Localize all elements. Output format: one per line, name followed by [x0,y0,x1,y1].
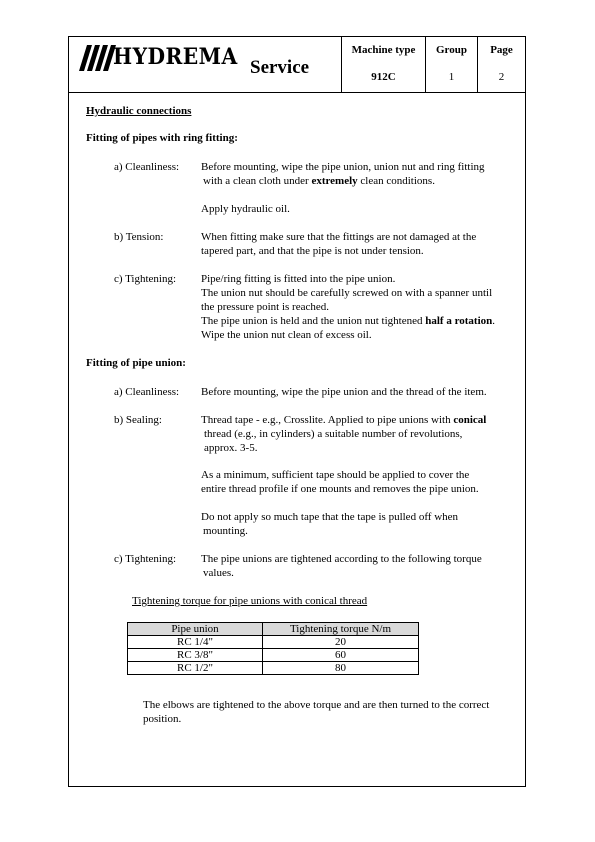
page-cell [477,37,525,92]
union-b-line6: Do not apply so much tape that the tape is pulled off when [201,511,459,523]
union-c-line2: values. [203,567,234,579]
group-label: Group [436,44,467,56]
table-cell-torque: 20 [263,636,419,649]
ring-a-line2: with a clean cloth under extremely clean conditions. [203,175,435,187]
pipe-union-heading: Fitting of pipe union: [86,357,186,369]
table-header-row [128,623,419,636]
union-b-line5: entire thread profile if one mounts and removes the pipe union. [201,483,479,495]
machine-type-cell [341,37,425,92]
ring-c-label: c) Tightening: [114,273,177,285]
ring-b-line2: tapered part, and that the pipe is not under tension. [201,245,424,257]
page-value: 2 [498,71,505,83]
table-header-pipe-union: Pipe union [128,623,263,636]
ring-fitting-heading: Fitting of pipes with ring fitting: [86,132,238,144]
ring-b-label: b) Tension: [114,231,164,243]
table-cell-union: RC 3/8" [128,649,263,662]
table-caption: Tightening torque for pipe unions with conical thread [132,595,368,607]
elbow-line2: position. [143,713,182,725]
union-b-line1: Thread tape - e.g., Crosslite. Applied to pipe unions with conical [201,414,487,426]
elbow-line1: The elbows are tightened to the above torque and are then turned to the correct [143,699,490,711]
logo-text: HYDREMA [113,44,238,70]
ring-c-line5: Wipe the union nut clean of excess oil. [201,329,372,341]
table-cell-torque: 60 [263,649,419,662]
machine-type-label: Machine type [351,44,416,56]
ring-b-line1: When fitting make sure that the fittings are not damaged at the [201,231,477,243]
logo-stripes-icon [79,45,117,71]
table-row [128,662,419,675]
table-header-torque: Tightening torque N/m [263,623,419,636]
union-b-line3: approx. 3-5. [204,442,258,454]
section-title: Hydraulic connections [86,105,192,117]
table-row [128,649,419,662]
machine-type-value: 912C [371,71,396,83]
group-cell [425,37,477,92]
table-cell-union: RC 1/2" [128,662,263,675]
table-cell-torque: 80 [263,662,419,675]
ring-a-line3: Apply hydraulic oil. [201,203,290,215]
page-label: Page [490,44,513,56]
ring-a-label: a) Cleanliness: [114,161,180,173]
ring-c-line1: Pipe/ring fitting is fitted into the pipe union. [201,273,396,285]
table-cell-union: RC 1/4" [128,636,263,649]
union-a-line1: Before mounting, wipe the pipe union and the thread of the item. [201,386,487,398]
union-b-line2: thread (e.g., in cylinders) a suitable number of revolutions, [204,428,463,440]
ring-c-line3: the pressure point is reached. [201,301,329,313]
document-header [69,37,525,93]
ring-c-line2: The union nut should be carefully screwed on with a spanner until [201,287,493,299]
ring-c-line4: The pipe union is held and the union nut tightened half a rotation. [201,315,496,327]
union-b-line4: As a minimum, sufficient tape should be applied to cover the [201,469,470,481]
service-title: Service [250,57,310,78]
group-value: 1 [448,71,455,83]
ring-a-line1: Before mounting, wipe the pipe union, union nut and ring fitting [201,161,485,173]
union-c-label: c) Tightening: [114,553,177,565]
table-row [128,636,419,649]
hydrema-logo [79,44,238,71]
torque-table [127,622,419,675]
union-b-line7: mounting. [203,525,248,537]
union-b-label: b) Sealing: [114,414,162,426]
union-a-label: a) Cleanliness: [114,386,180,398]
union-c-line1: The pipe unions are tightened according to the following torque [201,553,482,565]
